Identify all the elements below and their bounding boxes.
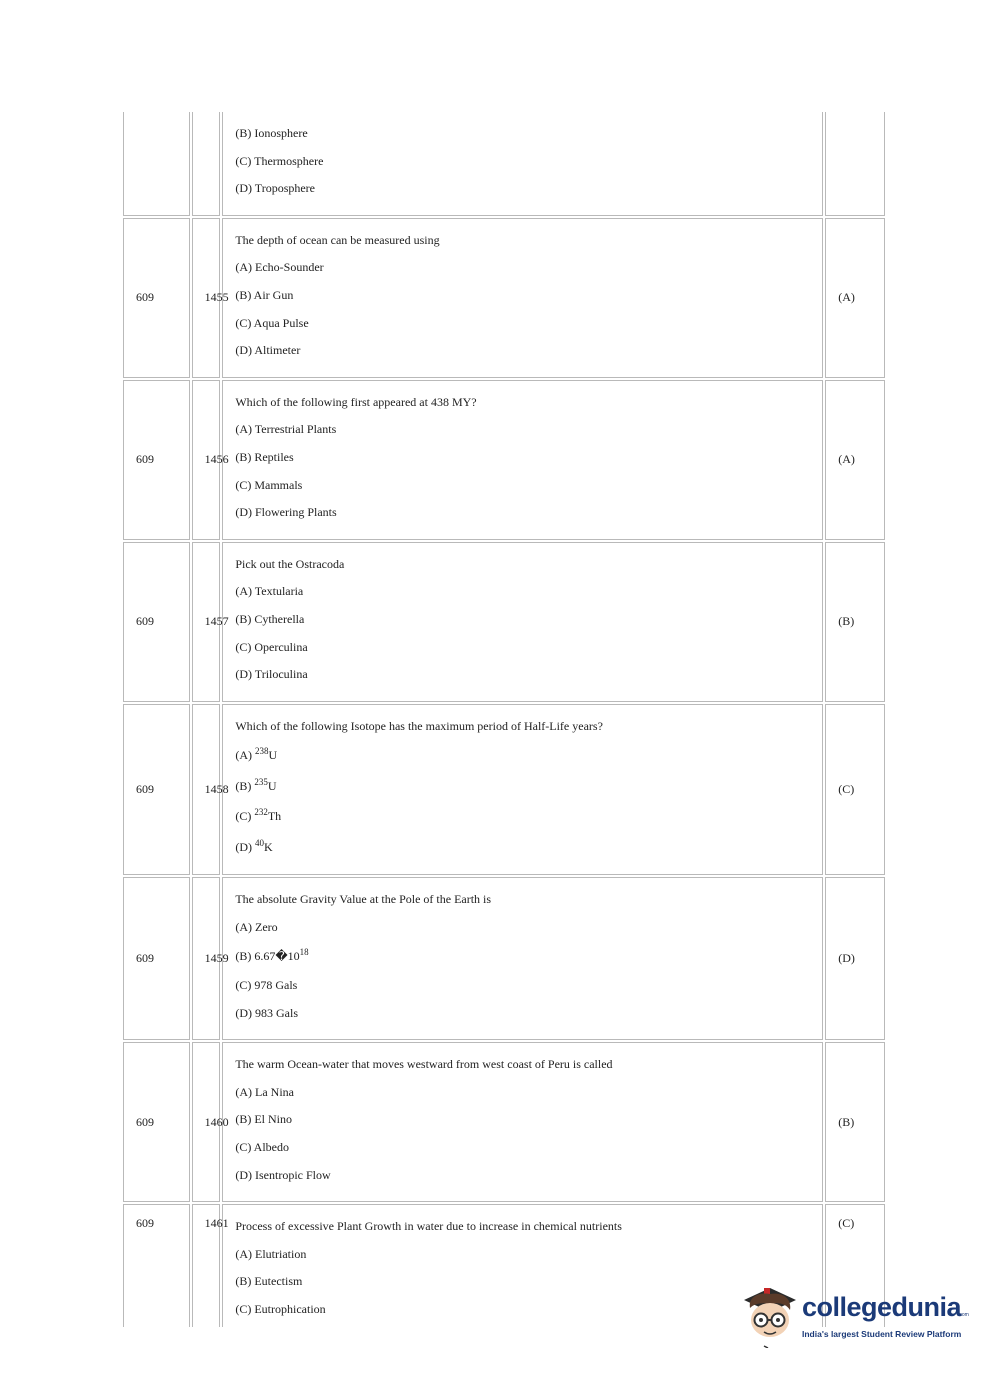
cell-question-number: 1457 — [192, 542, 221, 702]
cell-question — [222, 380, 823, 540]
option-line: (B) Air Gun — [235, 287, 294, 302]
table-row — [123, 112, 885, 216]
cell-code: 609 — [123, 704, 190, 876]
option-line: (C) Albedo — [235, 1139, 290, 1154]
table-row — [123, 877, 885, 1040]
mass-number: 232 — [254, 807, 268, 818]
option-line: (D) Altimeter — [235, 343, 301, 358]
option-line: (C) Mammals — [235, 477, 303, 492]
option-line: (C) Operculina — [235, 639, 308, 654]
question-text: The warm Ocean-water that moves westward from west coast of Peru is called — [235, 1057, 613, 1072]
cell-code: 609 — [123, 218, 190, 378]
option-line: (D) Flowering Plants — [235, 505, 337, 520]
cell-question — [222, 542, 823, 702]
logo-domain-suffix: .com — [958, 1312, 969, 1318]
cell-question — [222, 112, 823, 216]
exponent: 18 — [299, 947, 309, 958]
option-text: (B) 6.67�10 — [235, 949, 300, 964]
option-line: (B) Cytherella — [235, 611, 305, 626]
option-line: (A) Zero — [235, 919, 278, 934]
cell-code — [123, 112, 190, 216]
element-symbol: U — [268, 748, 278, 763]
option-line — [235, 743, 810, 774]
cell-answer: (A) — [825, 380, 885, 540]
mascot-graduate-icon — [740, 1282, 798, 1348]
table-row — [123, 218, 885, 378]
option-line: (C) Eutrophication — [235, 1301, 326, 1316]
cell-question — [222, 1204, 823, 1326]
option-line — [235, 804, 810, 835]
cell-code: 609 — [123, 380, 190, 540]
question-text: Which of the following Isotope has the maximum period of Half-Life years? — [235, 718, 603, 733]
option-line: (C) Thermosphere — [235, 153, 324, 168]
option-line — [235, 835, 810, 866]
element-symbol: Th — [267, 809, 282, 824]
option-prefix: (A) — [235, 748, 256, 763]
mass-number: 235 — [254, 776, 268, 787]
option-prefix: (B) — [235, 778, 255, 793]
question-text: Which of the following first appeared at 438 MY? — [235, 394, 477, 409]
cell-question-number: 1461 — [192, 1204, 221, 1326]
cell-question-number: 1456 — [192, 380, 221, 540]
option-prefix: (D) — [235, 839, 256, 854]
element-symbol: U — [267, 778, 277, 793]
element-symbol: K — [264, 839, 273, 854]
option-line: (D) Troposphere — [235, 181, 316, 196]
cell-answer: (B) — [825, 542, 885, 702]
option-line: (B) Eutectism — [235, 1274, 303, 1289]
option-line: (B) El Nino — [235, 1112, 293, 1127]
cell-answer: (B) — [825, 1042, 885, 1202]
cell-code: 609 — [123, 1042, 190, 1202]
option-line: (C) 978 Gals — [235, 977, 298, 992]
option-line: (D) Triloculina — [235, 667, 308, 682]
table-row — [123, 542, 885, 702]
cell-question-number: 1460 — [192, 1042, 221, 1202]
cell-question — [222, 704, 823, 876]
cell-answer: (C) — [825, 704, 885, 876]
cell-code: 609 — [123, 877, 190, 1040]
cell-answer — [825, 112, 885, 216]
table-row — [123, 704, 885, 876]
option-line: (B) Reptiles — [235, 449, 294, 464]
option-line: (B) Ionosphere — [235, 126, 308, 140]
cell-code: 609 — [123, 542, 190, 702]
option-line: (A) Terrestrial Plants — [235, 422, 337, 437]
option-line: (A) Echo-Sounder — [235, 260, 324, 275]
cell-question — [222, 1042, 823, 1202]
collegedunia-logo — [740, 1282, 970, 1352]
option-line: (C) Aqua Pulse — [235, 315, 309, 330]
option-line: (A) Textularia — [235, 584, 304, 599]
cell-question-number — [192, 112, 221, 216]
question-text: Process of excessive Plant Growth in water due to increase in chemical nutrients — [235, 1219, 622, 1234]
cell-answer: (A) — [825, 218, 885, 378]
cell-question-number: 1458 — [192, 704, 221, 876]
mass-number: 238 — [255, 746, 269, 757]
question-text: The depth of ocean can be measured using — [235, 232, 440, 247]
question-table — [121, 110, 887, 1329]
option-line: (A) La Nina — [235, 1084, 294, 1099]
option-prefix: (C) — [235, 809, 255, 824]
table-row — [123, 1042, 885, 1202]
cell-question — [222, 877, 823, 1040]
cell-question — [222, 218, 823, 378]
option-line: (D) Isentropic Flow — [235, 1167, 331, 1182]
cell-question-number: 1459 — [192, 877, 221, 1040]
option-line — [235, 944, 810, 975]
logo-tagline: India's largest Student Review Platform — [802, 1329, 962, 1339]
cell-answer: (D) — [825, 877, 885, 1040]
cell-answer: (C) — [825, 1204, 885, 1326]
option-line — [235, 774, 810, 805]
cell-question-number: 1455 — [192, 218, 221, 378]
option-line: (A) Elutriation — [235, 1246, 307, 1261]
mass-number: 40 — [255, 837, 265, 848]
question-text: Pick out the Ostracoda — [235, 556, 345, 571]
logo-wordmark: collegedunia — [802, 1292, 962, 1322]
question-text: The absolute Gravity Value at the Pole of the Earth is — [235, 892, 492, 907]
option-line: (D) 983 Gals — [235, 1005, 298, 1020]
table-row — [123, 380, 885, 540]
cell-code: 609 — [123, 1204, 190, 1326]
